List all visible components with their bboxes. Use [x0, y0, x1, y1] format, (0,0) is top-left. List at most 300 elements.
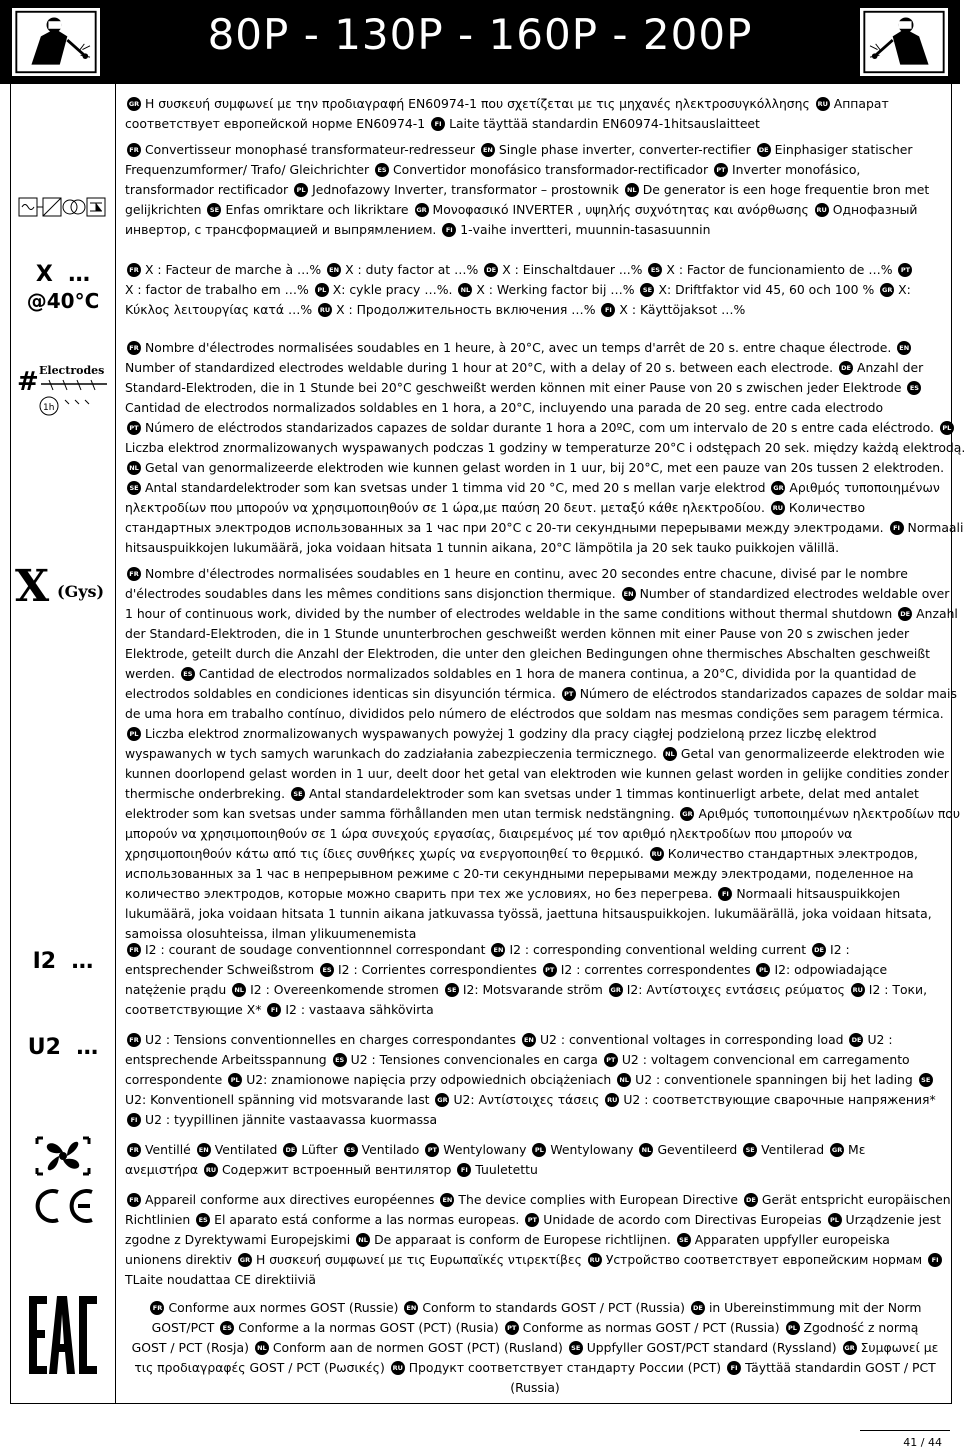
language-badge-ru: RU: [650, 847, 664, 861]
text-segment: Normaali: [907, 520, 964, 535]
text-segment: Nombre d'électrodes normalisées soudables en 1 heure, à 20°C, avec un temps d'arrêt de 20 s. entre chaque électrode.: [145, 340, 896, 355]
text-segment: Getal van genormalizeerde elektroden wie: [680, 746, 945, 761]
language-badge-pt: PT: [425, 1143, 439, 1157]
electrodes-per-hour-row: [125, 338, 965, 558]
text-segment: wyspawanych w tych samych warunkach do zadziałania zabezpieczenia termicznego.: [125, 746, 661, 761]
text-segment: 1-vaihe invertteri, muunnin-tasasuunnin: [460, 222, 711, 237]
text-segment: Nombre d'électrodes normalisées soudables en 1 heure en continu, avec 20 secondes entre chacune, divisé par le nombre: [145, 566, 908, 581]
text-segment: Однофазный: [832, 202, 918, 217]
language-badge-fr: FR: [127, 143, 141, 157]
text-segment: entsprechende Arbeitsspannung: [125, 1052, 331, 1067]
language-badge-en: EN: [404, 1301, 418, 1315]
text-segment: Ventilado: [361, 1142, 424, 1157]
text-segment: X: Driftfaktor vid 45, 60 och 100 %: [658, 282, 879, 297]
language-badge-fi: FI: [890, 521, 904, 535]
text-segment: χρησιμοποιηθούν κάτω από τις ίδιες συνθήκες χωρίς να ενεργοποιηθεί το θερμικό.: [125, 846, 648, 861]
text-segment: Conforme a la normas GOST (PCT) (Rusia): [238, 1320, 503, 1335]
text-line: [125, 1110, 945, 1130]
text-segment: I2 : Corrientes correspondientes: [338, 962, 541, 977]
language-badge-es: ES: [907, 381, 921, 395]
language-badge-fr: FR: [127, 567, 141, 581]
text-segment: количество электродов, которые можно сварить при тех же условиях, но без перегрева.: [125, 886, 717, 901]
language-badge-fi: FI: [718, 887, 732, 901]
text-line: [125, 1298, 945, 1318]
text-segment: X : Factor de funcionamiento de …%: [666, 262, 897, 277]
text-segment: Conforme aux normes GOST (Russie): [168, 1300, 403, 1315]
language-badge-pt: PT: [562, 687, 576, 701]
text-line: [125, 478, 945, 498]
language-badge-fr: FR: [127, 1143, 141, 1157]
footer-rule: [860, 1430, 950, 1431]
text-segment: Getal van genormalizeerde elektroden wie kunnen gelast worden in 1 uur, bij 20°C, met een pauze van 20s tussen 2 elektroden.: [145, 460, 945, 475]
language-badge-nl: NL: [255, 1341, 269, 1355]
language-badge-pl: PL: [940, 421, 954, 435]
text-segment: I2 :: [830, 942, 850, 957]
text-line: [125, 1358, 945, 1378]
page-title: 80P - 130P - 160P - 200P: [207, 10, 753, 59]
text-segment: Uppfyller GOST/PCT standard (Ryssland): [586, 1340, 841, 1355]
language-badge-fr: FR: [127, 943, 141, 957]
text-segment: X : duty factor at …%: [345, 262, 483, 277]
text-segment: Κύκλος λειτουργίας κατά …%: [125, 302, 317, 317]
text-segment: elektroder som kan svetsas under samma förhållanden men utan termisk nedstängning.: [125, 806, 679, 821]
text-segment: Количество стандартных электродов,: [667, 846, 918, 861]
language-badge-fi: FI: [431, 117, 445, 131]
text-segment: ανεμιστήρα: [125, 1162, 202, 1177]
text-line: [125, 940, 945, 960]
text-segment: использованных за 1 час в непрерывном режиме с 20-ти секундными перерывами между электродами, поделенное на: [125, 866, 914, 881]
text-line: [125, 94, 945, 114]
language-badge-en: EN: [522, 1033, 536, 1047]
language-badge-se: SE: [743, 1143, 757, 1157]
language-badge-nl: NL: [625, 183, 639, 197]
language-badge-fr: FR: [127, 263, 141, 277]
text-line: [125, 180, 945, 200]
text-segment: U2 : Tensiones convencionales en carga: [350, 1052, 602, 1067]
language-badge-se: SE: [207, 203, 221, 217]
language-badge-ru: RU: [318, 303, 332, 317]
text-line: [125, 980, 945, 1000]
language-badge-en: EN: [491, 943, 505, 957]
text-line: [125, 160, 945, 180]
text-segment: U2 : conventionele spanningen bij het lading: [635, 1072, 917, 1087]
language-badge-se: SE: [445, 983, 459, 997]
language-badge-nl: NL: [458, 283, 472, 297]
text-segment: Frequenzumformer/ Trafo/ Gleichrichter: [125, 162, 373, 177]
text-segment: unionens direktiv: [125, 1252, 236, 1267]
text-line: [125, 764, 949, 784]
language-badge-gr: GR: [830, 1143, 844, 1157]
text-segment: X : Facteur de marche à …%: [145, 262, 326, 277]
language-badge-gr: GR: [609, 983, 623, 997]
text-segment: Zgodność z normą: [803, 1320, 919, 1335]
text-line: [125, 1050, 945, 1070]
text-segment: (Russia): [510, 1380, 560, 1395]
text-line: [125, 884, 945, 904]
language-badge-en: EN: [440, 1193, 454, 1207]
text-segment: инвертор, с трансформацией и выпрямлением.: [125, 222, 441, 237]
text-segment: Standard-Elektroden, die in 1 Stunde bei 20°C geschweißt werden können mit einer Pause von 20 s zwischen jeder Elektrode: [125, 380, 906, 395]
text-segment: Μονοφασικό INVERTER , υψηλής συχνότητας και ανόρθωσης: [432, 202, 813, 217]
text-segment: U2 : voltagem convencional em carregamento: [621, 1052, 910, 1067]
text-line: [125, 338, 945, 358]
text-line: [125, 1000, 945, 1020]
language-badge-de: DE: [757, 143, 771, 157]
text-line: [125, 1090, 945, 1110]
svg-text:Electrodes: Electrodes: [39, 364, 105, 377]
text-segment: X : Werking factor bij …%: [476, 282, 639, 297]
language-badge-ru: RU: [851, 983, 865, 997]
language-badge-en: EN: [327, 263, 341, 277]
language-badge-gr: GR: [880, 283, 894, 297]
text-line: [125, 1338, 945, 1358]
language-badge-fr: FR: [127, 1033, 141, 1047]
text-segment: Cantidad de electrodos normalizados soldables en 1 hora, a 20°C, incluyendo una parada de 20 seg. entre cada electrodo: [125, 400, 884, 415]
text-line: [125, 1210, 945, 1230]
language-badge-ru: RU: [588, 1253, 602, 1267]
text-line: [125, 280, 945, 300]
text-line: [125, 438, 965, 458]
text-segment: thermische onderbreking.: [125, 786, 289, 801]
ce-row: [125, 1190, 951, 1290]
language-badge-es: ES: [375, 163, 389, 177]
language-badge-pl: PL: [786, 1321, 800, 1335]
language-badge-pl: PL: [294, 183, 308, 197]
language-badge-pt: PT: [525, 1213, 539, 1227]
text-segment: U2 : tyypillinen jännite vastaavassa kuormassa: [145, 1112, 438, 1127]
text-line: [125, 1190, 951, 1210]
text-segment: Elektrode, geteilt durch die Anzahl der Elektroden, die unter den gleichen Bedingungen ohne thermisches Abschalten geschweißt: [125, 646, 931, 661]
text-segment: Lüfter: [301, 1142, 342, 1157]
language-badge-de: DE: [691, 1301, 705, 1315]
language-badge-es: ES: [196, 1213, 210, 1227]
text-segment: U2: Konventionell spänning vid motsvarande last: [125, 1092, 434, 1107]
text-segment: Wentylowany: [550, 1142, 638, 1157]
text-segment: Convertisseur monophasé transformateur-redresseur: [145, 142, 479, 157]
language-badge-gr: GR: [843, 1341, 857, 1355]
language-badge-en: EN: [622, 587, 636, 601]
language-badge-de: DE: [898, 607, 912, 621]
text-segment: TLaite noudattaa CE direktiiviä: [125, 1272, 316, 1287]
language-badge-es: ES: [344, 1143, 358, 1157]
language-badge-se: SE: [919, 1073, 933, 1087]
language-badge-gr: GR: [435, 1093, 449, 1107]
text-line: [125, 260, 945, 280]
language-badge-fi: FI: [442, 223, 456, 237]
page-number: 41 / 44: [903, 1436, 942, 1449]
electrodes-per-hour-icon: [11, 340, 115, 440]
language-badge-de: DE: [744, 1193, 758, 1207]
text-segment: Single phase inverter, converter-rectifier: [498, 142, 755, 157]
language-badge-es: ES: [333, 1053, 347, 1067]
text-segment: I2 : correntes correspondentes: [560, 962, 755, 977]
text-segment: Tuuletettu: [475, 1162, 538, 1177]
symbols-table: [10, 84, 965, 1404]
language-badge-de: DE: [484, 263, 498, 277]
eac-mark-icon: [11, 1280, 115, 1390]
text-segment: Αριθμός τυποποιημένων ηλεκτροδίων που: [698, 806, 961, 821]
text-segment: Συμφωνεί με: [860, 1340, 939, 1355]
fan-icon: [11, 1134, 115, 1178]
fan-row: [125, 1140, 945, 1180]
text-line: [125, 200, 945, 220]
text-segment: Conform aan de normen GOST (PCT) (Rusland): [272, 1340, 567, 1355]
text-segment: De apparaat is conform de Europese richtlijnen.: [374, 1232, 675, 1247]
language-badge-fi: FI: [601, 303, 615, 317]
text-segment: transformador rectificador: [125, 182, 293, 197]
text-line: [125, 1250, 945, 1270]
language-badge-ru: RU: [204, 1163, 218, 1177]
svg-text:#: #: [17, 367, 39, 397]
text-line: [125, 398, 945, 418]
text-line: [125, 358, 945, 378]
text-segment: Аппарат: [833, 96, 889, 111]
text-segment: Anzahl der: [856, 360, 924, 375]
language-badge-pt: PT: [505, 1321, 519, 1335]
eac-row: [125, 1298, 945, 1398]
text-line: [125, 498, 945, 518]
text-segment: Inverter monofásico,: [732, 162, 861, 177]
text-segment: I2 : Токи,: [868, 982, 928, 997]
text-segment: electrodos soldables en condiciones identicas sin disyunción térmica.: [125, 686, 560, 701]
text-segment: Appareil conforme aux directives européennes: [145, 1192, 439, 1207]
text-line: [125, 1030, 945, 1050]
text-line: [125, 824, 945, 844]
language-badge-ru: RU: [816, 97, 830, 111]
text-segment: Antal standardelektroder som kan svetsas under 1 timma vid 20 °C, med 20 s mellan varje elektrod: [145, 480, 770, 495]
text-line: [125, 960, 945, 980]
language-badge-fi: FI: [727, 1361, 741, 1375]
text-segment: U2 : Tensions conventionnelles en charges correspondantes: [145, 1032, 520, 1047]
text-segment: 1 hour of continuous work, divided by the number of electrodes weldable in the same conditions without thermal shutdown: [125, 606, 897, 621]
language-badge-nl: NL: [663, 747, 677, 761]
language-badge-nl: NL: [232, 983, 246, 997]
text-segment: X : Einschaltdauer ...%: [502, 262, 647, 277]
text-segment: I2 : corresponding conventional welding current: [509, 942, 811, 957]
language-badge-gr: GR: [127, 97, 141, 111]
language-badge-ru: RU: [605, 1093, 619, 1107]
svg-text:X: X: [15, 561, 50, 612]
welder-logo-icon: [858, 6, 950, 78]
language-badge-pl: PL: [532, 1143, 546, 1157]
text-segment: Täyttää standardin GOST / PCT: [745, 1360, 936, 1375]
text-segment: I2: Αντίστοιχες εντάσεις ρεύματος: [626, 982, 849, 997]
language-badge-fi: FI: [928, 1253, 942, 1267]
text-segment: Cantidad de electrodos normalizados soldables en 1 hora de manera continua, a 20°C, dividida por la quantidad de: [198, 666, 917, 681]
language-badge-en: EN: [481, 143, 495, 157]
text-segment: lukumäärä, joka voidaan hitsata 1 tunnin aikana jatkuvassa työssä, jaettuna hitsauspuikkojen. lukumäärällä, joka voidaan hitsata,: [125, 906, 932, 921]
text-segment: Antal standardelektroder som kan svetsas under 1 timmas kontinuerligt arbete, delat med antalet: [308, 786, 919, 801]
language-badge-fi: FI: [457, 1163, 471, 1177]
svg-text:1h: 1h: [43, 403, 55, 413]
text-line: [125, 564, 945, 584]
language-badge-se: SE: [569, 1341, 583, 1355]
text-segment: Richtlinien: [125, 1212, 195, 1227]
text-segment: Conforme as normas GOST / PCT (Russia): [522, 1320, 784, 1335]
language-badge-es: ES: [320, 963, 334, 977]
text-segment: Με: [848, 1142, 866, 1157]
text-segment: Продукт соответствует стандарту России (PCT): [408, 1360, 726, 1375]
text-line: [125, 114, 945, 134]
text-segment: Anzahl: [916, 606, 958, 621]
language-badge-pl: PL: [315, 283, 329, 297]
inverter-row: [125, 140, 945, 240]
text-segment: Convertidor monofásico transformador-rectificador: [393, 162, 712, 177]
text-segment: kunnen doorlopend gelast worden in 1 uur, deelt door het getal van elektroden wie kunnen gelast worden in gelijke condities zonder: [125, 766, 949, 781]
text-segment: Conform to standards GOST / PCT (Russia): [422, 1300, 689, 1315]
text-line: [125, 1070, 945, 1090]
text-segment: GOST / PCT (Rosja): [131, 1340, 253, 1355]
text-line: [125, 140, 945, 160]
text-segment: Jednofazowy Inverter, transformator – prostownik: [312, 182, 623, 197]
language-badge-fi: FI: [127, 1113, 141, 1127]
text-line: [125, 1378, 945, 1398]
text-segment: GOST/PCT: [151, 1320, 219, 1335]
text-segment: Содержит встроенный вентилятор: [222, 1162, 456, 1177]
text-segment: I2 : courant de soudage conventionnnel correspondant: [145, 942, 490, 957]
text-segment: X : Käyttöjaksot …%: [619, 302, 746, 317]
language-badge-nl: NL: [356, 1233, 370, 1247]
text-segment: Η συσκευή συμφωνεί με τις Ευρωπαϊκές ντιρεκτίβες: [255, 1252, 586, 1267]
text-segment: I2: odpowiadające: [774, 962, 888, 977]
language-badge-nl: NL: [617, 1073, 631, 1087]
duty-cycle-row: [125, 260, 945, 320]
gys-electrodes-icon: [11, 546, 115, 626]
text-segment: d'électrodes soudables dans les mêmes conditions sans disjonction thermique.: [125, 586, 620, 601]
language-badge-pl: PL: [756, 963, 770, 977]
text-line: [125, 604, 958, 624]
text-segment: Η συσκευή συμφωνεί με την προδιαγραφή EN60974-1 που σχετίζεται με τις μηχανές ηλεκτροσυγκόλλησης: [145, 96, 814, 111]
text-segment: werden.: [125, 666, 179, 681]
text-segment: gelijkrichten: [125, 202, 206, 217]
language-badge-pt: PT: [127, 421, 141, 435]
text-segment: соответствует европейской норме EN60974-1: [125, 116, 430, 131]
text-segment: Enfas omriktare och likriktare: [225, 202, 413, 217]
language-badge-gr: GR: [238, 1253, 252, 1267]
language-badge-nl: NL: [639, 1143, 653, 1157]
language-badge-ru: RU: [391, 1361, 405, 1375]
text-line: [125, 418, 952, 438]
language-badge-es: ES: [181, 667, 195, 681]
text-line: [125, 724, 945, 744]
text-segment: U2: znamionowe napięcia przy odpowiednich obciążeniach: [246, 1072, 616, 1087]
text-line: [125, 904, 945, 924]
i2-symbol: I2 …: [32, 949, 94, 974]
text-segment: de uma hora em trabalho contínuo, divididos pelo número de eléctrodos que soldam nas mesmas condições sem paragem térmica.: [125, 706, 944, 721]
language-badge-gr: GR: [771, 481, 785, 495]
text-segment: X : factor de trabalho em …%: [125, 282, 313, 297]
language-badge-fr: FR: [127, 341, 141, 355]
text-segment: Número de eléctrodos standarizados capazes de soldar mais: [579, 686, 957, 701]
text-segment: Laite täyttää standardin EN60974-1hitsauslaitteet: [449, 116, 760, 131]
language-badge-fr: FR: [127, 1193, 141, 1207]
language-badge-pt: PT: [604, 1053, 618, 1067]
text-line: [125, 684, 957, 704]
language-badge-es: ES: [648, 263, 662, 277]
text-segment: Unidade de acordo com Directivas Europeias: [543, 1212, 826, 1227]
text-segment: ηλεκτροδίων που μπορούν να χρησιμοποιηθούν σε 1 ώρα,με παύση 20 δευτ. μεταξύ κάθε ηλεκτροδίου.: [125, 500, 769, 515]
text-segment: Ventilated: [214, 1142, 282, 1157]
text-segment: U2 :: [867, 1032, 893, 1047]
language-badge-pt: PT: [898, 263, 912, 277]
text-line: [125, 458, 945, 478]
text-segment: Количество: [788, 500, 866, 515]
text-segment: Αριθμός τυποποιημένων: [789, 480, 940, 495]
text-line: [125, 1318, 945, 1338]
text-segment: Apparaten uppfyller europeiska: [694, 1232, 890, 1247]
language-badge-pt: PT: [714, 163, 728, 177]
text-segment: Ventillé: [145, 1142, 195, 1157]
language-badge-se: SE: [640, 283, 654, 297]
text-line: [125, 704, 945, 724]
text-segment: der Standard-Elektroden, die in 1 Stunde ununterbrochen geschweißt werden können mit einer Pause von 20 s zwischen jeder: [125, 626, 910, 641]
text-segment: entsprechender Schweißstrom: [125, 962, 319, 977]
language-badge-ru: RU: [771, 501, 785, 515]
text-line: [125, 220, 945, 240]
text-segment: Устройство соответствует европейским нормам: [605, 1252, 927, 1267]
text-segment: Liczba elektrod znormalizowanych wyspawanych podczas 1 godziny w temperaturze 20°C i odstępach 20 sek. między każdą elektrodą.: [125, 440, 965, 455]
text-line: [125, 644, 945, 664]
text-line: [125, 744, 945, 764]
text-line: [125, 1270, 945, 1290]
text-segment: τις προδιαγραφές GOST / PCT (Ρωσικές): [134, 1360, 389, 1375]
language-badge-de: DE: [849, 1033, 863, 1047]
text-segment: I2 : vastaava sähkövirta: [285, 1002, 434, 1017]
language-badge-en: EN: [897, 341, 911, 355]
compliance-row: [125, 94, 945, 134]
text-segment: U2 : conventional voltages in corresponding load: [539, 1032, 848, 1047]
text-segment: samoissa olosuhteissa, ilman ylikuumenemista: [125, 926, 417, 941]
text-line: [125, 664, 945, 684]
language-badge-ru: RU: [815, 203, 829, 217]
language-badge-se: SE: [127, 481, 141, 495]
language-badge-pt: PT: [543, 963, 557, 977]
text-segment: correspondente: [125, 1072, 227, 1087]
language-badge-de: DE: [283, 1143, 297, 1157]
text-segment: Liczba elektrod znormalizowanych wyspawanych powyżej 1 godziny dla pracy ciągłej podzieloną przez liczbę elektrod: [145, 726, 877, 741]
text-line: [125, 1230, 945, 1250]
language-badge-pl: PL: [828, 1213, 842, 1227]
svg-text:(Gys): (Gys): [57, 582, 105, 601]
text-segment: Number of standardized electrodes weldable over: [639, 586, 950, 601]
text-line: [125, 584, 950, 604]
text-segment: X : Продолжительность включения …%: [336, 302, 600, 317]
text-segment: X:: [898, 282, 911, 297]
ce-mark-icon: [11, 1184, 115, 1228]
text-segment: I2: Motsvarande ström: [462, 982, 607, 997]
text-segment: I2 : Overeenkomende stromen: [250, 982, 443, 997]
text-line: [125, 378, 945, 398]
text-segment: Einphasiger statischer: [774, 142, 913, 157]
language-badge-pl: PL: [127, 727, 141, 741]
text-segment: Number of standardized electrodes weldable during 1 hour at 20°C, with a delay of 20 s. between each electrode.: [125, 360, 837, 375]
text-segment: Gerät entspricht europäischen: [761, 1192, 951, 1207]
language-badge-gr: GR: [680, 807, 694, 821]
language-badge-pl: PL: [228, 1073, 242, 1087]
text-segment: Urządzenie jest: [845, 1212, 941, 1227]
u2-row: [125, 1030, 945, 1130]
text-segment: Ventilerad: [761, 1142, 829, 1157]
language-badge-en: EN: [197, 1143, 211, 1157]
language-badge-de: DE: [812, 943, 826, 957]
text-line: [125, 864, 945, 884]
text-segment: стандартных электродов использованных за 1 час при 20°C с 20-ти секундными перерывами между электродами.: [125, 520, 888, 535]
text-segment: The device complies with European Directive: [458, 1192, 742, 1207]
text-segment: zgodne z Dyrektywami Europejskimi: [125, 1232, 355, 1247]
text-segment: hitsauspuikkojen lukumäärä, joka voidaan hitsata 1 tunnin aikana, 20°C lämpötila ja 20 sek tauko puikkojen välillä.: [125, 540, 840, 555]
language-badge-se: SE: [677, 1233, 691, 1247]
language-badge-gr: GR: [415, 203, 429, 217]
